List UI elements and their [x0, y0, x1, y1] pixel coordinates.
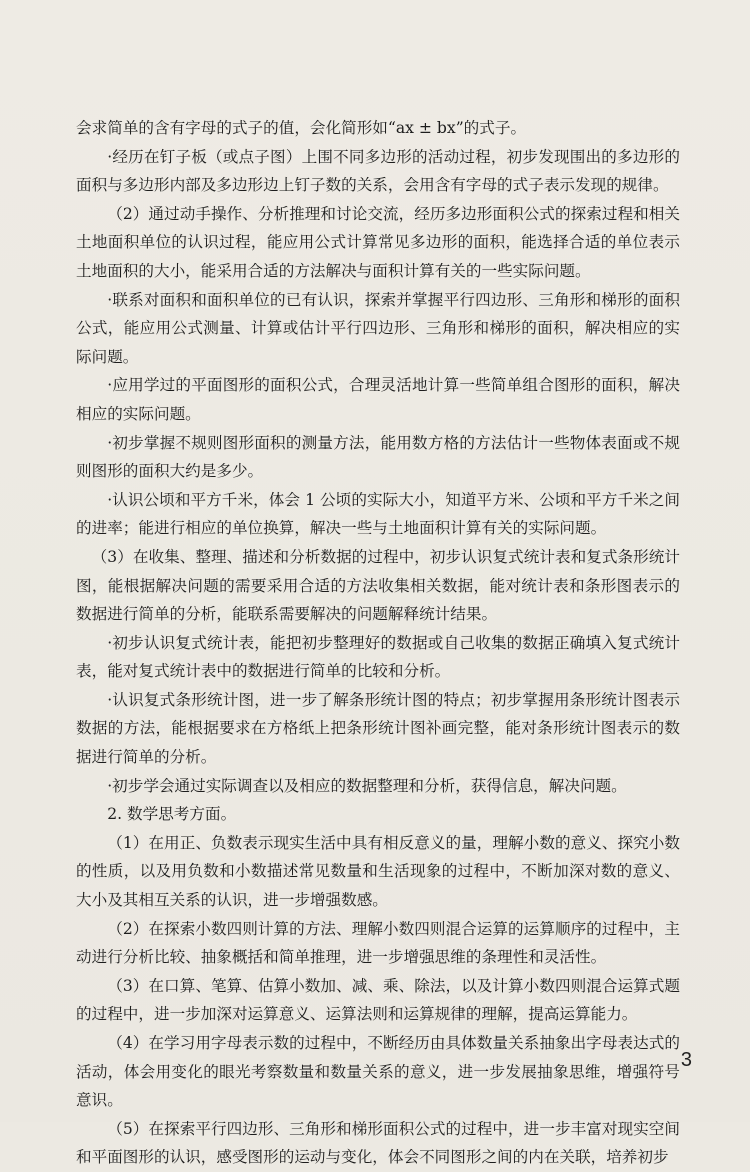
- paragraph: ·初步学会通过实际调查以及相应的数据整理和分析，获得信息，解决问题。: [107, 776, 627, 795]
- paragraph: （1）在用正、负数表示现实生活中具有相反意义的量，理解小数的意义、探究小数的性质，以及用负数和小数描述常见数量和生活现象的过程中，不断加深对数的意义、大小及其相互关系的认识，进一步增强数感。: [76, 833, 680, 910]
- section-heading: 2. 数学思考方面。: [107, 805, 237, 824]
- paragraph: （5）在探索平行四边形、三角形和梯形面积公式的过程中，进一步丰富对现实空间和平面图形的认识，感受图形的运动与变化，体会不同图形之间的内在关联，培养初步: [76, 1119, 680, 1167]
- paragraph: （4）在学习用字母表示数的过程中，不断经历由具体数量关系抽象出字母表达式的活动，体会用变化的眼光考察数量和数量关系的意义，进一步发展抽象思维，增强符号意识。: [76, 1034, 680, 1110]
- paragraph: 会求简单的含有字母的式子的值，会化简形如“ax ± bx”的式子。: [76, 119, 527, 137]
- paragraph: ·认识复式条形统计图，进一步了解条形统计图的特点；初步掌握用条形统计图表示数据的方法，能根据要求在方格纸上把条形统计图补画完整，能对条形统计图表示的数据进行简单的分析。: [76, 690, 680, 767]
- paragraph: ·认识公顷和平方千米，体会 1 公顷的实际大小，知道平方米、公顷和平方千米之间的进率；能进行相应的单位换算，解决一些与土地面积计算有关的实际问题。: [76, 490, 680, 538]
- paragraph: （3）在收集、整理、描述和分析数据的过程中，初步认识复式统计表和复式条形统计图，能根据解决问题的需要采用合适的方法收集相关数据，能对统计表和条形图表示的数据进行简单的分析，能联系需要解决的问题解释统计结果。: [76, 547, 680, 624]
- body-text: [76, 114, 680, 1172]
- paragraph: ·经历在钉子板（或点子图）上围不同多边形的活动过程，初步发现围出的多边形的面积与多边形内部及多边形边上钉子数的关系，会用含有字母的式子表示发现的规律。: [76, 147, 680, 195]
- paragraph: ·初步掌握不规则图形面积的测量方法，能用数方格的方法估计一些物体表面或不规则图形的面积大约是多少。: [76, 433, 680, 481]
- paragraph: （3）在口算、笔算、估算小数加、减、乘、除法，以及计算小数四则混合运算式题的过程中，进一步加深对运算意义、运算法则和运算规律的理解，提高运算能力。: [76, 976, 680, 1024]
- paragraph: （2）通过动手操作、分析推理和讨论交流，经历多边形面积公式的探索过程和相关土地面积单位的认识过程，能应用公式计算常见多边形的面积，能选择合适的单位表示土地面积的大小，能采用合适的方法解决与面积计算有关的一些实际问题。: [76, 204, 680, 280]
- paragraph: ·应用学过的平面图形的面积公式，合理灵活地计算一些简单组合图形的面积，解决相应的实际问题。: [76, 376, 680, 423]
- paragraph: ·初步认识复式统计表，能把初步整理好的数据或自己收集的数据正确填入复式统计表，能对复式统计表中的数据进行简单的比较和分析。: [76, 633, 680, 681]
- paragraph: ·联系对面积和面积单位的已有认识，探索并掌握平行四边形、三角形和梯形的面积公式，能应用公式测量、计算或估计平行四边形、三角形和梯形的面积，解决相应的实际问题。: [76, 290, 680, 366]
- page-number: 3: [680, 1049, 692, 1071]
- paragraph: （2）在探索小数四则计算的方法、理解小数四则混合运算的运算顺序的过程中，主动进行分析比较、抽象概括和简单推理，进一步增强思维的条理性和灵活性。: [76, 919, 680, 967]
